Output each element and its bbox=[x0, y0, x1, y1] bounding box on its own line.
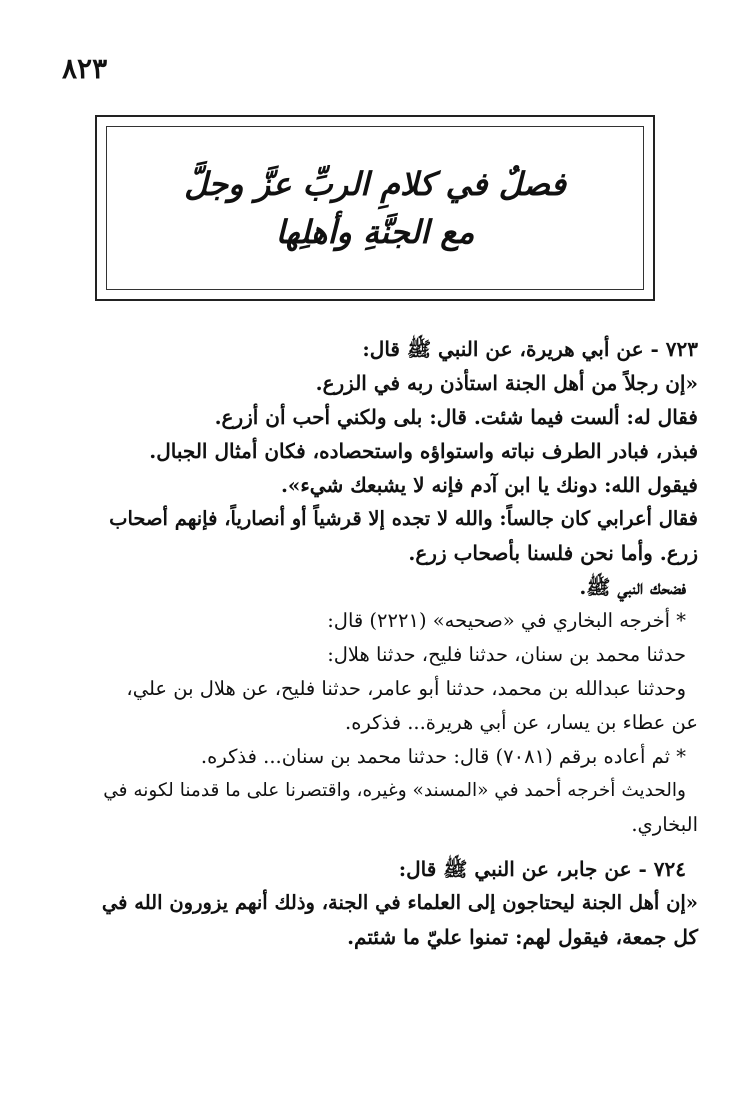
hadith-723-text-line: فقال أعرابي كان جالساً: والله لا تجده إلا قرشياً أو أنصارياً، فإنهم أصحاب bbox=[109, 507, 698, 530]
chapter-title-line-2: مع الجنَّةِ وأهلِها bbox=[275, 213, 475, 251]
takhrij-723-line: حدثنا محمد بن سنان، حدثنا فليح، حدثنا هلال: bbox=[327, 643, 686, 666]
hadith-724-text-line: كل جمعة، فيقول لهم: تمنوا عليّ ما شئتم. bbox=[347, 925, 698, 949]
takhrij-723-line: * ثم أعاده برقم (٧٠٨١) قال: حدثنا محمد بن سنان... فذكره. bbox=[200, 745, 686, 768]
hadith-723-text-line: زرع. وأما نحن فلسنا بأصحاب زرع. bbox=[408, 541, 698, 565]
chapter-title-line-1: فصلٌ في كلامِ الربِّ عزَّ وجلَّ bbox=[184, 165, 566, 203]
takhrij-723-line: * أخرجه البخاري في «صحيحه» (٢٢٢١) قال: bbox=[327, 609, 686, 632]
takhrij-723-line: البخاري. bbox=[631, 813, 698, 836]
hadith-723-heading: ٧٢٣ - عن أبي هريرة، عن النبي ﷺ قال: bbox=[362, 337, 698, 361]
page-body bbox=[95, 332, 698, 954]
chapter-title-frame bbox=[95, 115, 655, 301]
takhrij-723-line: والحديث أخرجه أحمد في «المسند» وغيره، واقتصرنا على ما قدمنا لكونه في bbox=[103, 780, 686, 801]
takhrij-723-line: وحدثنا عبدالله بن محمد، حدثنا أبو عامر، حدثنا فليح، عن هلال بن علي، bbox=[126, 677, 686, 700]
hadith-723-text-line: فيقول الله: دونك يا ابن آدم فإنه لا يشبعك شيء». bbox=[280, 473, 698, 497]
hadith-723-text-line: فبذر، فبادر الطرف نباته واستواؤه واستحصاده، فكان أمثال الجبال. bbox=[149, 439, 698, 463]
hadith-723-text-line: فقال له: ألست فيما شئت. قال: بلى ولكني أحب أن أزرع. bbox=[214, 405, 698, 429]
page-number: ٨٢٣ bbox=[62, 52, 108, 85]
section-gap bbox=[95, 842, 698, 852]
chapter-title-inner-frame bbox=[106, 126, 644, 290]
hadith-724-text-line: «إن أهل الجنة ليحتاجون إلى العلماء في الجنة، وذلك أنهم يزورون الله في bbox=[101, 891, 698, 914]
hadith-723-text-line: «إن رجلاً من أهل الجنة استأذن ربه في الزرع. bbox=[315, 371, 698, 395]
takhrij-723-line: عن عطاء بن يسار، عن أبي هريرة... فذكره. bbox=[345, 711, 698, 734]
hadith-723-text-line: فضحك النبي ﷺ. bbox=[579, 575, 686, 599]
hadith-724-heading: ٧٢٤ - عن جابر، عن النبي ﷺ قال: bbox=[398, 857, 686, 881]
